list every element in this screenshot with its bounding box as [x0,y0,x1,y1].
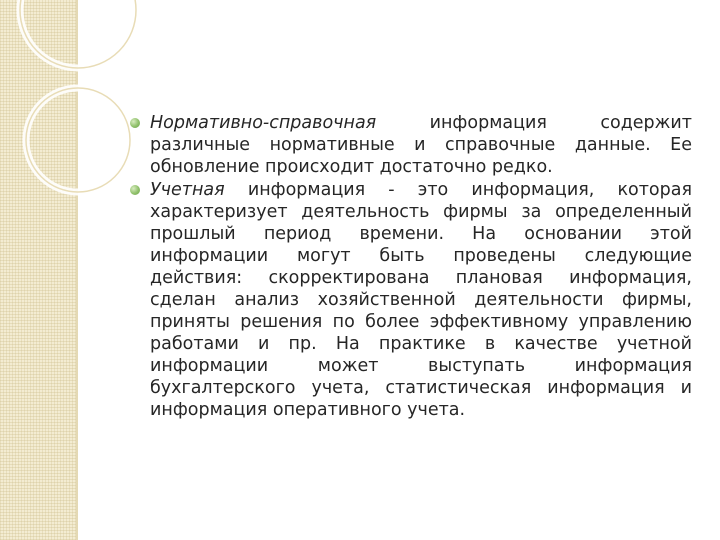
bullet-icon [130,118,140,128]
bullet-item-accounting [130,179,692,421]
bullet-icon [130,185,140,195]
bullet-item-normative [130,112,692,178]
slide-content [130,112,692,422]
text-normative: информация содержит различные нормативные и справочные данные. Ее обновление происходит достаточно редко. [150,113,692,177]
term-normative: Нормативно-справочная [150,113,377,133]
term-accounting: Учетная [150,180,225,200]
text-accounting: информация - это информация, которая характеризует деятельность фирмы за определенный прошлый период времени. На основании этой информации могут быть проведены следующие действия: скорректирована плановая информация, сделан анализ хозяйственной деятельности фирмы, приняты решения по более эффективному управлению работами и пр. На практике в качестве учетной информации может выступать информация бухгалтерского учета, статистическая информация и информация оперативного учета. [150,180,692,420]
